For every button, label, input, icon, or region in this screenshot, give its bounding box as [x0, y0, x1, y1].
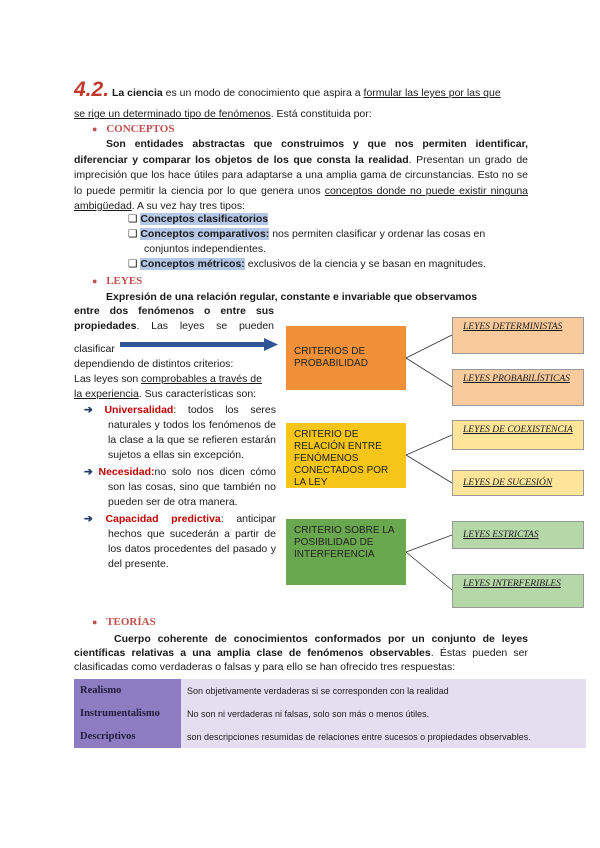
- section-number: 4.2.: [74, 78, 110, 101]
- intro-tail: . Está constituida por:: [270, 108, 372, 120]
- arrow-bullet-icon: ➔: [84, 404, 105, 416]
- bullet-icon: ●: [92, 617, 98, 627]
- teorias-heading: TEORÍAS: [106, 616, 156, 628]
- leyes-line-2: entre dos fenómenos o entre sus: [74, 305, 274, 317]
- leyes-line-4: clasificar: [74, 343, 115, 355]
- theories-table: [74, 679, 586, 748]
- conceptos-text: . Presentan un grado de imprecisión que los hace útiles para adaptarse a una amplia gama de circunstancias. Esto no se lo puede permitir la ciencia por lo que genera unos: [74, 153, 528, 197]
- law-type-box: LEYES DE COEXISTENCIA: [452, 420, 584, 450]
- conceptos-link: conceptos donde no puede existir ninguna ambigüedad: [74, 184, 528, 212]
- conceptos-tail: . A su vez hay tres tipos:: [131, 200, 246, 212]
- law-type-box: LEYES INTERFERIBLES: [452, 574, 584, 608]
- law-type-box: LEYES PROBABILÍSTICAS: [452, 369, 584, 406]
- criterion-box: CRITERIOS DE PROBABILIDAD: [286, 326, 406, 390]
- criterion-box: CRITERIO DE RELACIÓN ENTRE FENÓMENOS CONECTADOS POR LA LEY: [286, 423, 406, 488]
- list-item: ❑ Conceptos comparativos: nos permiten clasificar y ordenar las cosas en conjuntos independientes.: [128, 228, 486, 255]
- teorias-paragraph: Cuerpo coherente de conocimientos conformados por un conjunto de leyes científicas relativas a una amplia clase de fenómenos observables. Éstas pueden ser clasificadas como verdaderas o falsas y para ello se han ofrecido tres respuestas:: [74, 633, 528, 673]
- leyes-line-7: la experiencia. Sus características son:: [74, 388, 257, 400]
- checkbox-bullet-icon: ❑: [128, 258, 141, 270]
- bullet-icon: ●: [92, 276, 98, 286]
- checkbox-bullet-icon: ❑: [128, 213, 141, 225]
- bullet-icon: ●: [92, 124, 98, 134]
- leyes-line-3: propiedades. Las leyes se pueden: [74, 320, 274, 332]
- intro-text: es un modo de conocimiento que aspira a: [162, 87, 364, 99]
- criterion-box: CRITERIO SOBRE LA POSIBILIDAD DE INTERFERENCIA: [286, 519, 406, 585]
- conceptos-heading: CONCEPTOS: [106, 123, 175, 135]
- table-row: Realismo Son objetivamente verdaderas si se corresponden con la realidad: [74, 679, 586, 702]
- leyes-line-1: Expresión de una relación regular, constante e invariable que observamos: [106, 291, 478, 303]
- intro-link-2: se rige un determinado tipo de fenómenos: [74, 108, 271, 120]
- leyes-line-5: dependiendo de distintos criterios:: [74, 358, 234, 370]
- intro-term: La ciencia: [111, 87, 163, 99]
- list-item: ➔ Capacidad predictiva: anticipar hechos que sucederán a partir de los datos procedentes del pasado y del presente.: [84, 513, 277, 570]
- arrow-bullet-icon: ➔: [84, 513, 106, 525]
- table-row: Instrumentalismo No son ni verdaderas ni falsas, solo son más o menos útiles.: [74, 702, 586, 725]
- table-row: Descriptivos son descripciones resumidas de relaciones entre sucesos o propiedades observables.: [74, 725, 586, 748]
- list-item: ➔ Universalidad: todos los seres naturales y todos los fenómenos de la clase a la que se refieren estarán sujetos a ellas sin excepción.: [84, 404, 277, 461]
- teorias-heading-row: [92, 616, 156, 628]
- conceptos-bold: Son entidades abstractas que construimos y que nos permiten identificar, diferenciar y comparar los objetos de los que consta la realidad: [74, 138, 528, 166]
- list-item: ❑ Conceptos métricos: exclusivos de la ciencia y se basan en magnitudes.: [128, 258, 486, 270]
- leyes-line-6: Las leyes son comprobables a través de: [74, 373, 262, 385]
- checkbox-bullet-icon: ❑: [128, 228, 141, 240]
- intro-link-1: formular las leyes por las que: [363, 87, 501, 99]
- law-type-box: LEYES DETERMINISTAS: [452, 317, 584, 354]
- list-item: ➔ Necesidad:no solo nos dicen cómo son las cosas, sino que también no pueden ser de otra manera.: [84, 466, 276, 508]
- law-type-box: LEYES ESTRICTAS: [452, 521, 584, 549]
- leyes-heading: LEYES: [106, 275, 143, 287]
- list-item: ❑ Conceptos clasificatorios: [128, 213, 269, 225]
- law-type-box: LEYES DE SUCESIÓN: [452, 470, 584, 496]
- arrow-bullet-icon: ➔: [84, 466, 99, 478]
